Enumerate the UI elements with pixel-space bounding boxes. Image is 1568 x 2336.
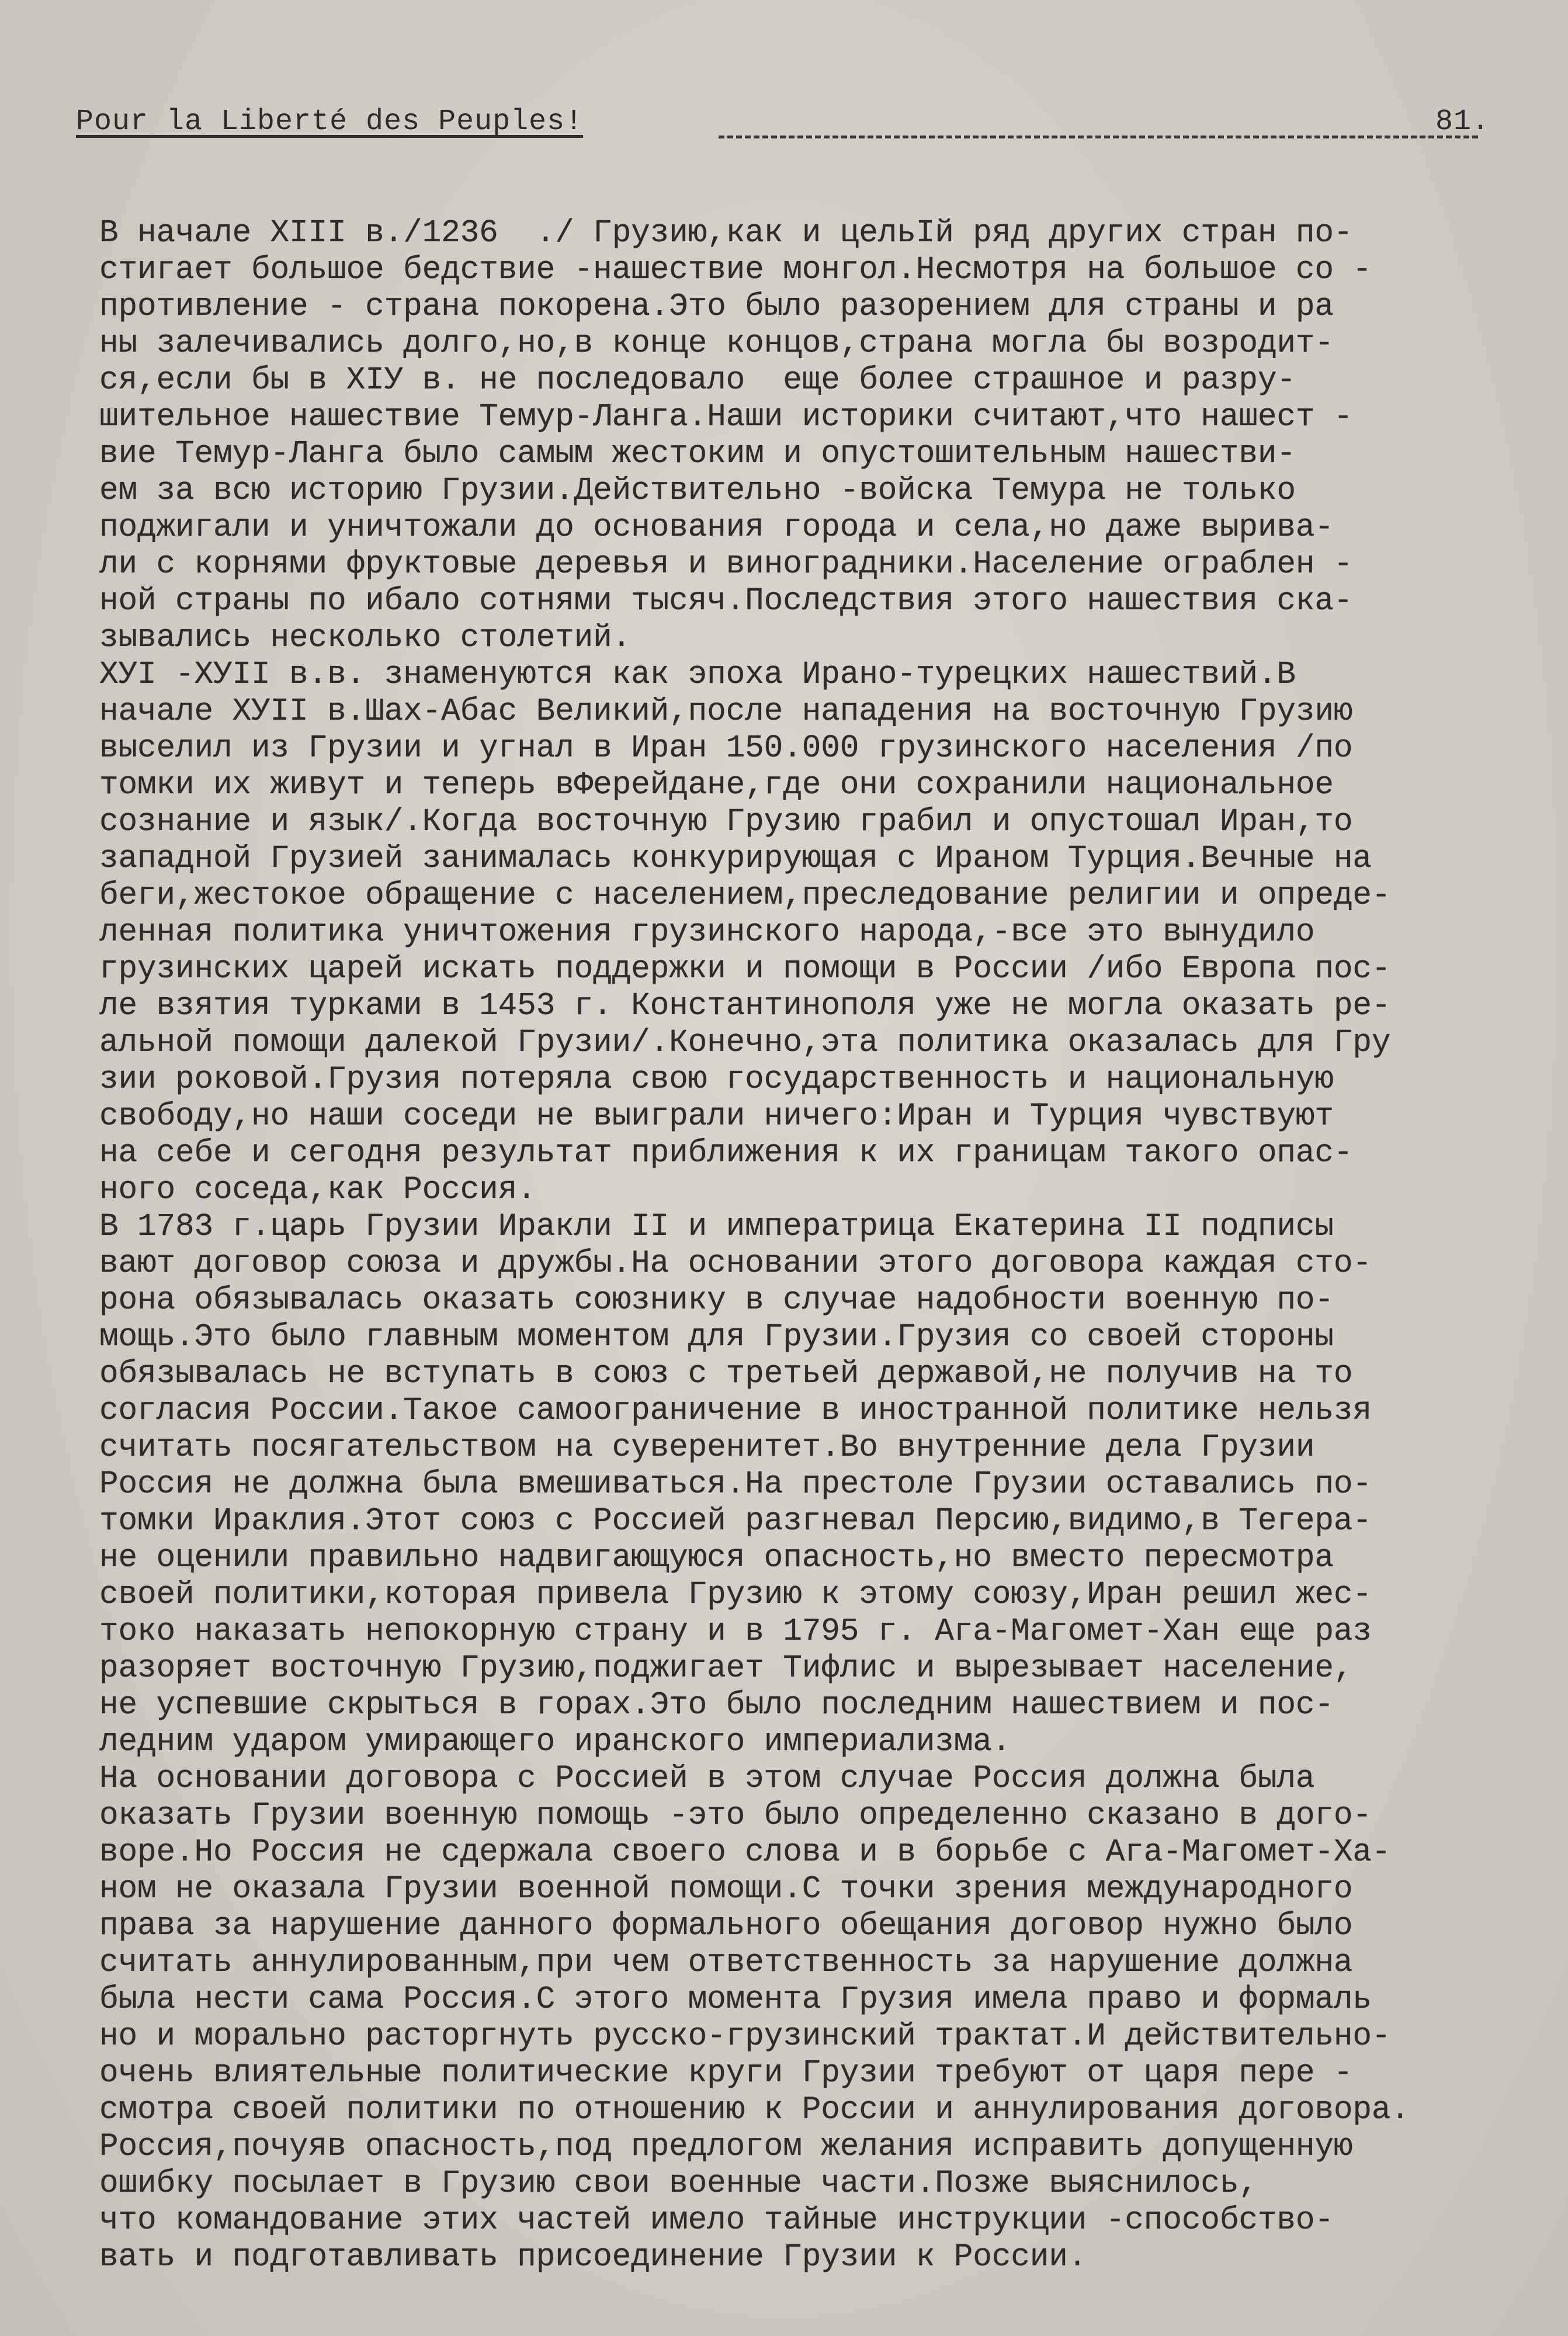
text-line: ли с корнями фруктовые деревья и виноградники.Население ограблен - — [99, 547, 1353, 582]
text-line: альной помощи далекой Грузии/.Конечно,эта политика оказалась для Гру — [99, 1025, 1391, 1061]
text-line: XУI -XУII в.в. знаменуются как эпоха Ирано-турецких нашествий.В — [99, 657, 1296, 693]
text-line: сознание и язык/.Когда восточную Грузию грабил и опустошал Иран,то — [99, 804, 1353, 840]
text-line: вие Темур-Ланга было самым жестоким и опустошительным нашестви- — [99, 436, 1296, 472]
text-line: шительное нашествие Темур-Ланга.Наши историки считают,что нашест - — [99, 400, 1353, 435]
paragraph — [99, 657, 1501, 1209]
paragraph — [99, 1209, 1501, 1761]
text-line: стигает большое бедствие -нашествие монгол.Несмотря на большое со - — [99, 252, 1372, 288]
text-line: права за нарушение данного формального обещания договор нужно было — [99, 1908, 1353, 1944]
paragraph — [99, 1761, 1501, 2276]
text-line: что командование этих частей имело тайные инструкции -способство- — [99, 2203, 1334, 2238]
text-line: была нести сама Россия.С этого момента Грузия имела право и формаль — [99, 1982, 1372, 2018]
text-line: но и морально расторгнуть русско-грузинский трактат.И действительно- — [99, 2019, 1391, 2054]
text-line: противление - страна покорена.Это было разорением для страны и ра — [99, 289, 1334, 325]
text-line: выселил из Грузии и угнал в Иран 150.000 грузинского населения /по — [99, 731, 1353, 766]
text-line: мощь.Это было главным моментом для Грузии.Грузия со своей стороны — [99, 1320, 1334, 1355]
text-line: свободу,но наши соседи не выиграли ничего:Иран и Турция чувствуют — [99, 1099, 1334, 1134]
text-line: смотра своей политики по отношению к России и аннулирования договора. — [99, 2092, 1410, 2128]
text-line: ле взятия турками в 1453 г. Константинополя уже не могла оказать ре- — [99, 988, 1391, 1024]
text-line: считать посягательством на суверенитет.Во внутренние дела Грузии — [99, 1430, 1315, 1466]
text-line: На основании договора с Россией в этом случае Россия должна была — [99, 1761, 1315, 1797]
text-line: ледним ударом умирающего иранского империализма. — [99, 1724, 1011, 1760]
text-line: зывались несколько столетий. — [99, 620, 632, 656]
header-title: Pour la Liberté des Peuples! — [76, 105, 584, 138]
text-line: Россия,почуяв опасность,под предлогом желания исправить допущенную — [99, 2129, 1353, 2165]
text-line: Россия не должна была вмешиваться.На престоле Грузии оставались по- — [99, 1467, 1372, 1502]
text-line: на себе и сегодня результат приближения к их границам такого опас- — [99, 1136, 1353, 1171]
header-dash-rule — [719, 118, 1478, 138]
text-line: западной Грузией занималась конкурирующая с Ираном Турция.Вечные на — [99, 841, 1372, 877]
text-line: ны залечивались долго,но,в конце концов,страна могла бы возродит- — [99, 326, 1334, 362]
text-line: разоряет восточную Грузию,поджигает Тифлис и вырезывает население, — [99, 1651, 1353, 1686]
text-line: вать и подготавливать присоединение Грузии к России. — [99, 2240, 1087, 2275]
text-line: томки их живут и теперь вФерейдане,где они сохранили национальное — [99, 768, 1334, 803]
text-line: томки Ираклия.Этот союз с Россией разгневал Персию,видимо,в Тегера- — [99, 1504, 1372, 1539]
text-line: ного соседа,как Россия. — [99, 1172, 536, 1208]
text-line: считать аннулированным,при чем ответственность за нарушение должна — [99, 1945, 1353, 1981]
text-line: очень влиятельные политические круги Грузии требуют от царя пере - — [99, 2056, 1353, 2091]
text-line: своей политики,которая привела Грузию к этому союзу,Иран решил жес- — [99, 1577, 1372, 1613]
text-line: обязывалась не вступать в союз с третьей державой,не получив на то — [99, 1356, 1353, 1392]
text-line: ленная политика уничтожения грузинского народа,-все это вынудило — [99, 915, 1315, 950]
text-line: ном не оказала Грузии военной помощи.С точки зрения международного — [99, 1872, 1353, 1907]
text-line: не оценили правильно надвигающуюся опасность,но вместо пересмотра — [99, 1540, 1334, 1576]
text-line: поджигали и уничтожали до основания города и села,но даже вырива- — [99, 510, 1334, 546]
text-line: согласия России.Такое самоограничение в иностранной политике нельзя — [99, 1393, 1372, 1429]
document-body — [99, 215, 1501, 2276]
text-line: ошибку посылает в Грузию свои военные части.Позже выяснилось, — [99, 2166, 1258, 2202]
text-line: ся,если бы в XIУ в. не последовало еще более страшное и разру- — [99, 363, 1296, 398]
paragraph — [99, 215, 1501, 657]
page-number: 81. — [1435, 105, 1490, 138]
text-line: В начале XIII в./1236 ./ Грузию,как и цельIй ряд других стран по- — [99, 216, 1353, 251]
text-line: зии роковой.Грузия потеряла свою государственность и национальную — [99, 1062, 1334, 1098]
text-line: оказать Грузии военную помощь -это было определенно сказано в дого- — [99, 1798, 1372, 1834]
text-line: ной страны по ибало сотнями тысяч.Последствия этого нашествия ска- — [99, 584, 1353, 619]
text-line: В 1783 г.царь Грузии Иракли II и императрица Екатерина II подписы — [99, 1209, 1334, 1245]
text-line: грузинских царей искать поддержки и помощи в России /ибо Европа пос- — [99, 952, 1391, 987]
text-line: воре.Но Россия не сдержала своего слова и в борьбе с Ага-Магомет-Ха- — [99, 1835, 1391, 1870]
text-line: не успевшие скрыться в горах.Это было последним нашествием и пос- — [99, 1688, 1334, 1723]
running-header — [76, 105, 1490, 152]
text-line: токо наказать непокорную страну и в 1795 г. Ага-Магомет-Хан еще раз — [99, 1614, 1372, 1650]
text-line: рона обязывалась оказать союзнику в случае надобности военную по- — [99, 1283, 1334, 1318]
text-line: начале XУII в.Шах-Абас Великий,после нападения на восточную Грузию — [99, 694, 1353, 730]
text-line: беги,жестокое обращение с населением,преследование религии и опреде- — [99, 878, 1391, 914]
text-line: вают договор союза и дружбы.На основании этого договора каждая сто- — [99, 1246, 1372, 1282]
text-line: ем за всю историю Грузии.Действительно -войска Темура не только — [99, 473, 1296, 509]
